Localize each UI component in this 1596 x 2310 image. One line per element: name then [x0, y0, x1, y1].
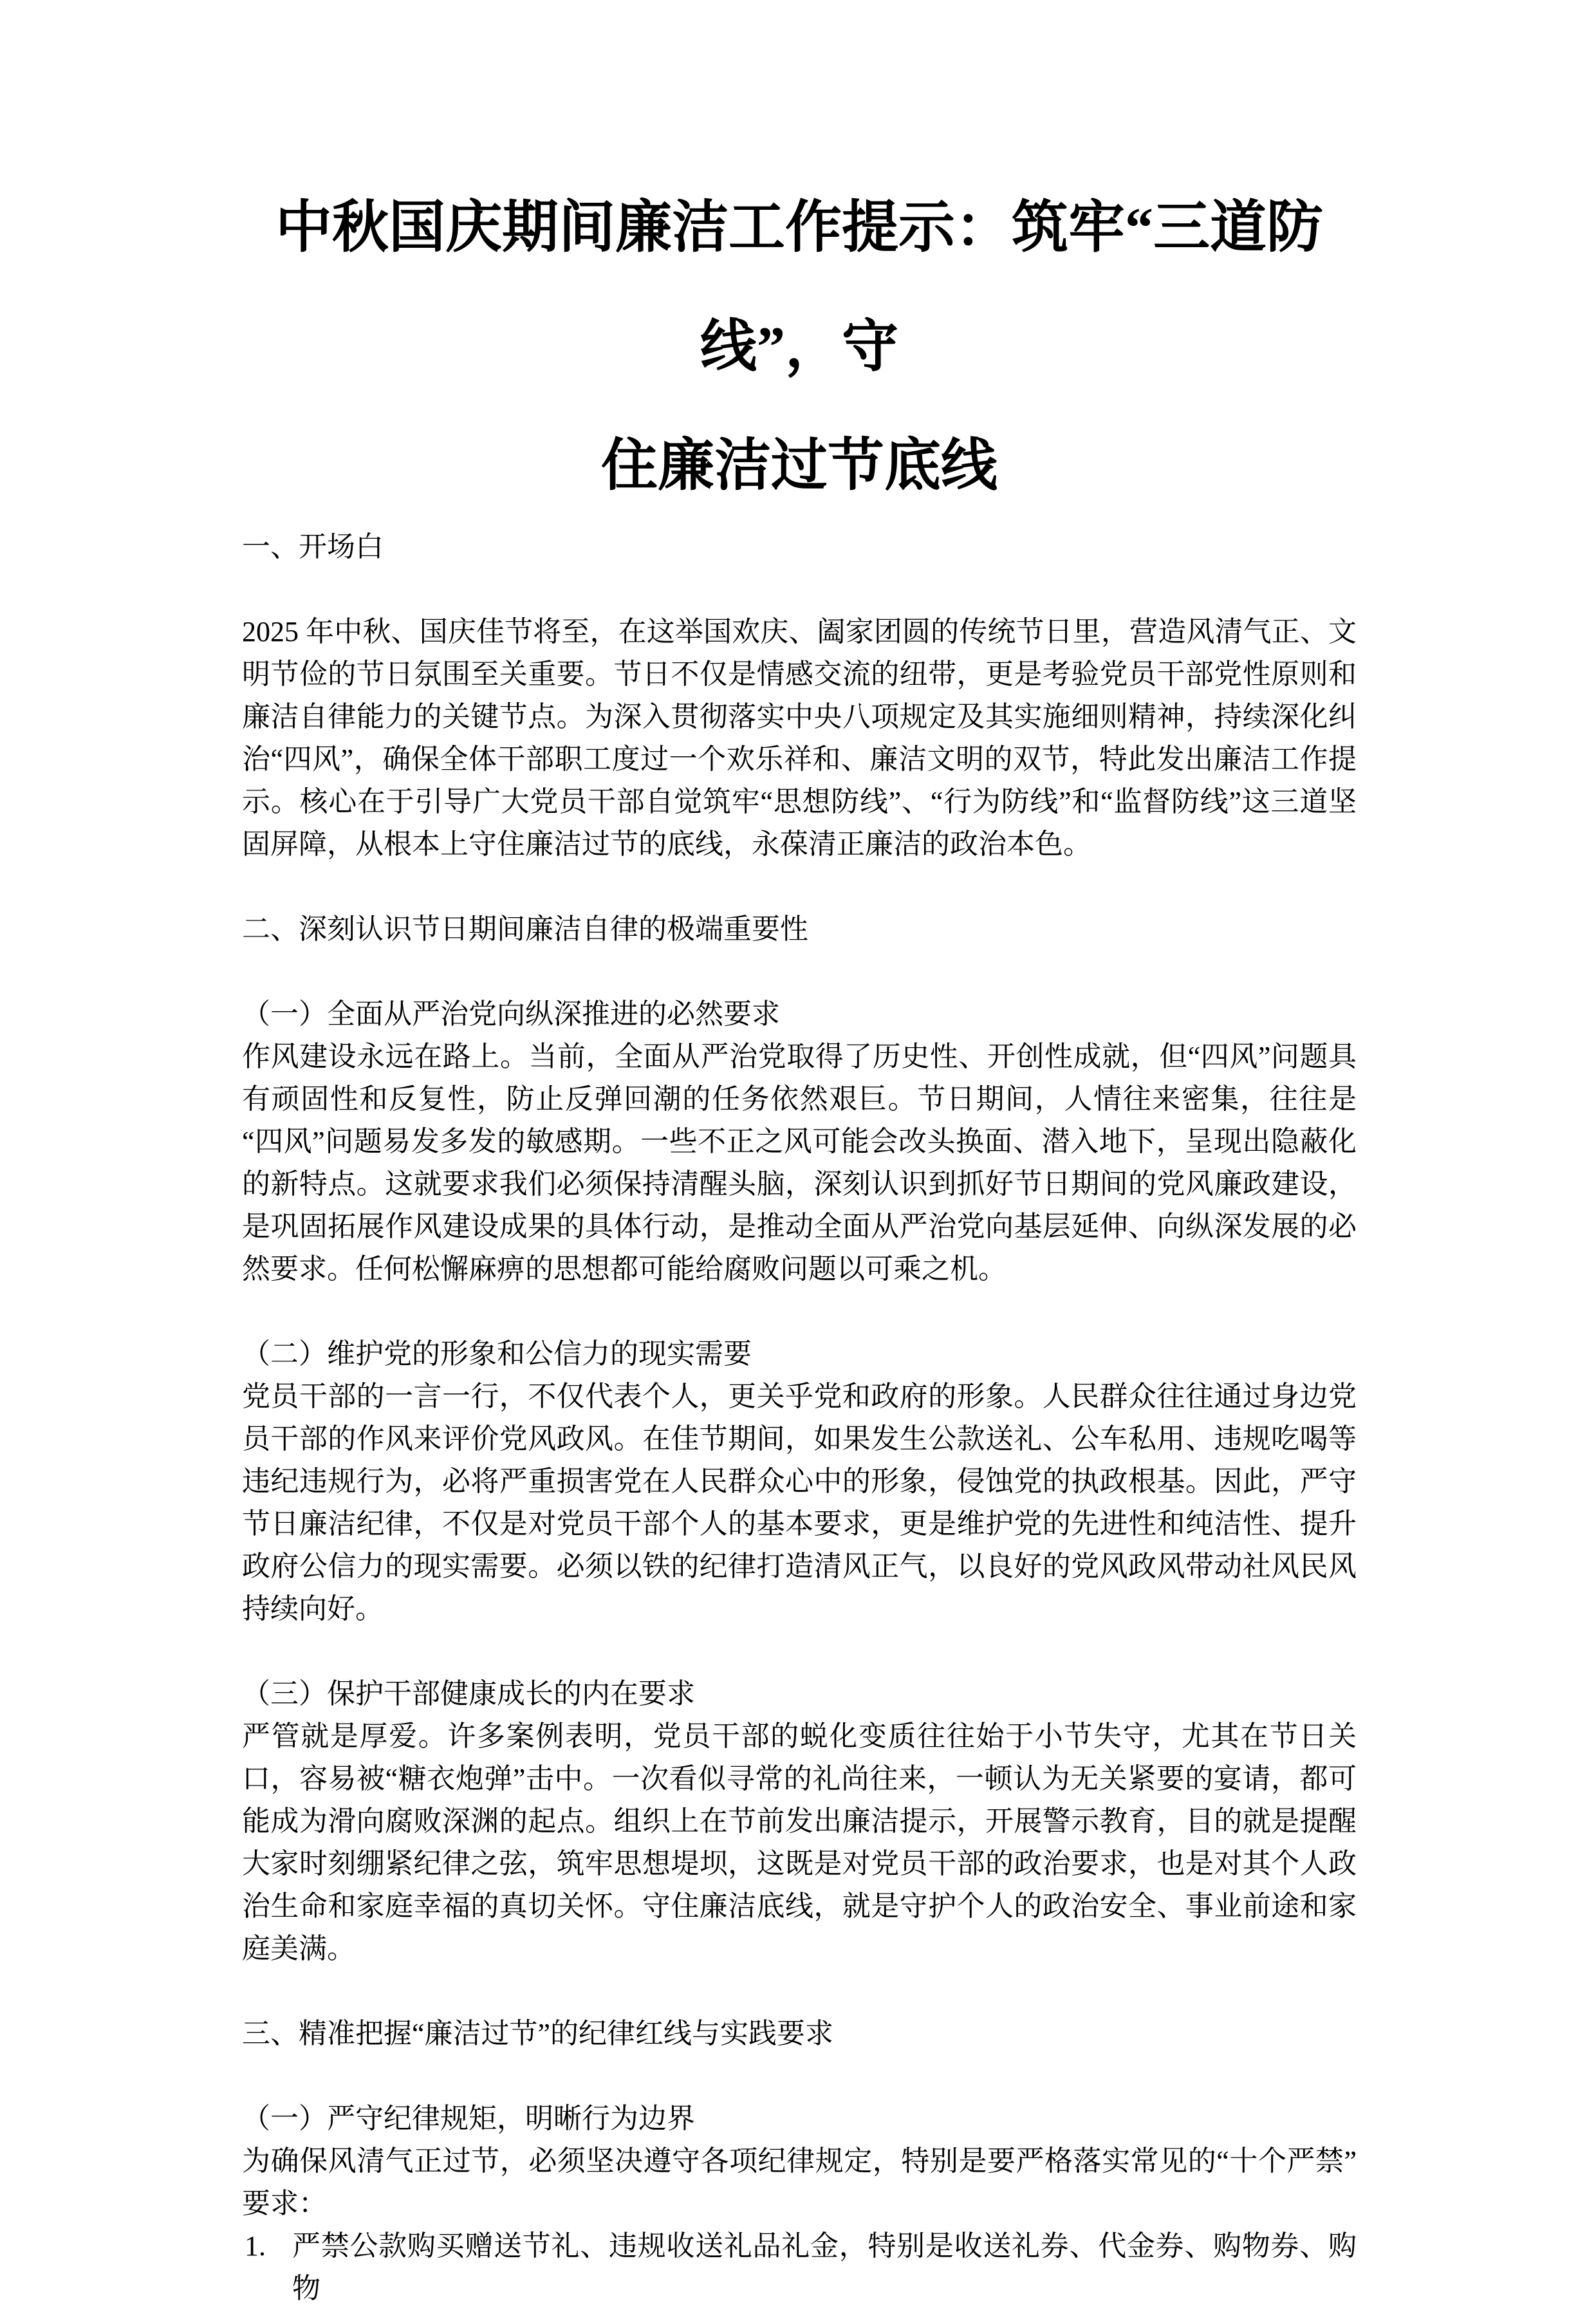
document-title-line-2: 住廉洁过节底线: [600, 435, 998, 498]
section-1-heading: 一、开场白: [242, 531, 384, 563]
section-3-sub-1-heading: （一）严守纪律规矩，明晰行为边界: [242, 2103, 695, 2134]
list-item-marker: 1.: [245, 2230, 266, 2262]
section-3-sub-1-paragraph: 为确保风清气正过节，必须坚决遵守各项纪律规定，特别是要严格落实常见的“十个严禁”要求：: [242, 2145, 1357, 2219]
list-item: [242, 2225, 1357, 2310]
section-1-paragraph: 2025 年中秋、国庆佳节将至，在这举国欢庆、阖家团圆的传统节日里，营造风清气正、文明节俭的节日氛围至关重要。节日不仅是情感交流的纽带，更是考验党员干部党性原则和廉洁自律能力的关键节点。为深入贯彻落实中央八项规定及其实施细则精神，持续深化纠治“四风”，确保全体干部职工度过一个欢乐祥和、廉洁文明的双节，特此发出廉洁工作提示。核心在于引导广大党员干部自觉筑牢“思想防线”、“行为防线”和“监督防线”这三道坚固屏障，从根本上守住廉洁过节的底线，永葆清正廉洁的政治本色。: [242, 616, 1357, 860]
section-2-sub-1-paragraph: 作风建设永远在路上。当前，全面从严治党取得了历史性、开创性成就，但“四风”问题具有顽固性和反复性，防止反弹回潮的任务依然艰巨。节日期间，人情往来密集，往往是“四风”问题易发多发的敏感期。一些不正之风可能会改头换面、潜入地下，呈现出隐蔽化的新特点。这就要求我们必须保持清醒头脑，深刻认识到抓好节日期间的党风廉政建设，是巩固拓展作风建设成果的具体行动，是推动全面从严治党向基层延伸、向纵深发展的必然要求。任何松懈麻痹的思想都可能给腐败问题以可乘之机。: [242, 1041, 1357, 1285]
document-title: [242, 169, 1357, 526]
section-2-sub-1-heading: （一）全面从严治党向纵深推进的必然要求: [242, 998, 780, 1030]
prohibition-list: [242, 2225, 1357, 2310]
section-3-heading: 三、精准把握“廉洁过节”的纪律红线与实践要求: [242, 2018, 834, 2049]
section-2-sub-3-heading: （三）保护干部健康成长的内在要求: [242, 1678, 695, 1709]
section-2-sub-3-paragraph: 严管就是厚爱。许多案例表明，党员干部的蜕化变质往往始于小节失守，尤其在节日关口，容易被“糖衣炮弹”击中。一次看似寻常的礼尚往来，一顿认为无关紧要的宴请，都可能成为滑向腐败深渊的起点。组织上在节前发出廉洁提示，开展警示教育，目的就是提醒大家时刻绷紧纪律之弦，筑牢思想堤坝，这既是对党员干部的政治要求，也是对其个人政治生命和家庭幸福的真切关怀。守住廉洁底线，就是守护个人的政治安全、事业前途和家庭美满。: [242, 1720, 1357, 1964]
document-title-line-1: 中秋国庆期间廉洁工作提示：筑牢“三道防线”，守: [275, 197, 1323, 378]
section-2-sub-2-paragraph: 党员干部的一言一行，不仅代表个人，更关乎党和政府的形象。人民群众往往通过身边党员干部的作风来评价党风政风。在佳节期间，如果发生公款送礼、公车私用、违规吃喝等违纪违规行为，必将严重损害党在人民群众心中的形象，侵蚀党的执政根基。因此，严守节日廉洁纪律，不仅是对党员干部个人的基本要求，更是维护党的先进性和纯洁性、提升政府公信力的现实需要。必须以铁的纪律打造清风正气，以良好的党风政风带动社风民风持续向好。: [242, 1381, 1357, 1625]
section-2-sub-2-heading: （二）维护党的形象和公信力的现实需要: [242, 1338, 752, 1370]
section-2-heading: 二、深刻认识节日期间廉洁自律的极端重要性: [242, 913, 808, 945]
list-item-text: 严禁公款购买赠送节礼、违规收送礼品礼金，特别是收送礼券、代金券、购物券、购物: [292, 2230, 1357, 2304]
